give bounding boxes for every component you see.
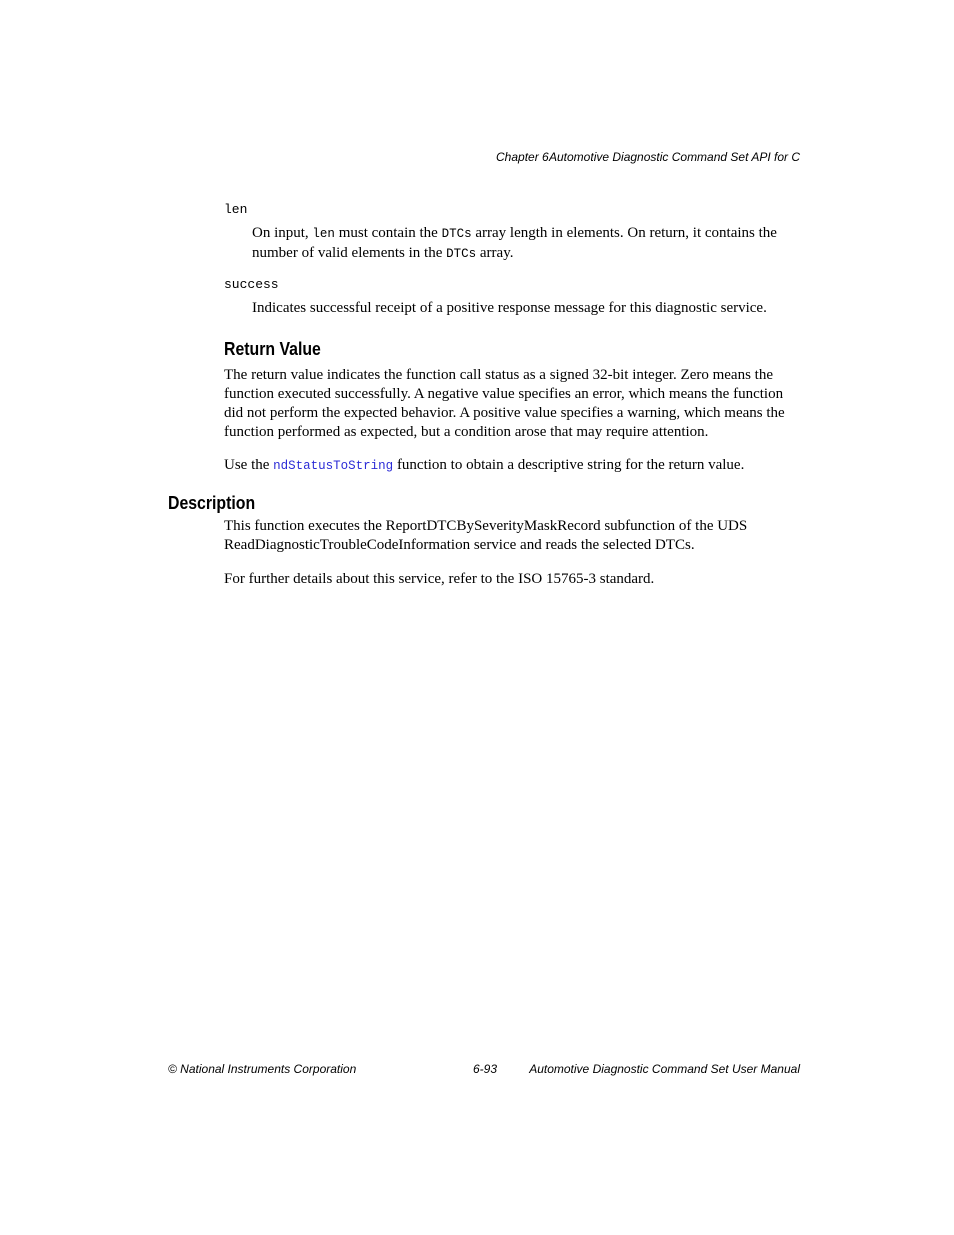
text-fragment: must contain the [334,225,442,241]
code-len: len [312,227,335,241]
param-name-success: success [224,277,279,292]
header-title: Automotive Diagnostic Command Set API for C [549,150,800,164]
ndstatustostring-link[interactable]: ndStatusToString [273,459,394,473]
text-fragment: On input, [252,225,313,241]
heading-return-value: Return Value [224,339,321,359]
text-fragment: Use the [224,457,274,473]
param-desc-len [252,224,800,264]
footer-page-number: 6-93 [473,1062,498,1076]
footer-manual-title: Automotive Diagnostic Command Set User Manual [529,1062,800,1076]
param-name-len: len [224,202,248,217]
footer-copyright: © National Instruments Corporation [168,1062,357,1076]
return-value-usage-paragraph [224,456,802,476]
header-chapter: Chapter 6 [496,150,549,164]
text-fragment: array length in elements. On return, it contains the number of valid elements in the [252,225,777,261]
code-dtcs: DTCs [441,227,472,241]
param-desc-success: Indicates successful receipt of a positive response message for this diagnostic service. [252,300,767,316]
code-dtcs: DTCs [446,247,477,261]
description-paragraph: This function executes the ReportDTCBySeverityMaskRecord subfunction of the UDS ReadDiagnosticTroubleCodeInformation service and reads the selected DTCs. [224,518,748,553]
return-value-paragraph: The return value indicates the function call status as a signed 32-bit integer. Zero means the function executed successfully. A negative value specifies an error, which means the function did not perform the expected behavior. A positive value specifies a warning, which means the function performed as expected, but a condition arose that may require attention. [224,367,785,440]
heading-description: Description [168,493,256,513]
text-fragment: function to obtain a descriptive string for the return value. [393,457,745,473]
description-reference-paragraph: For further details about this service, refer to the ISO 15765-3 standard. [224,571,655,587]
text-fragment: array. [476,245,514,261]
